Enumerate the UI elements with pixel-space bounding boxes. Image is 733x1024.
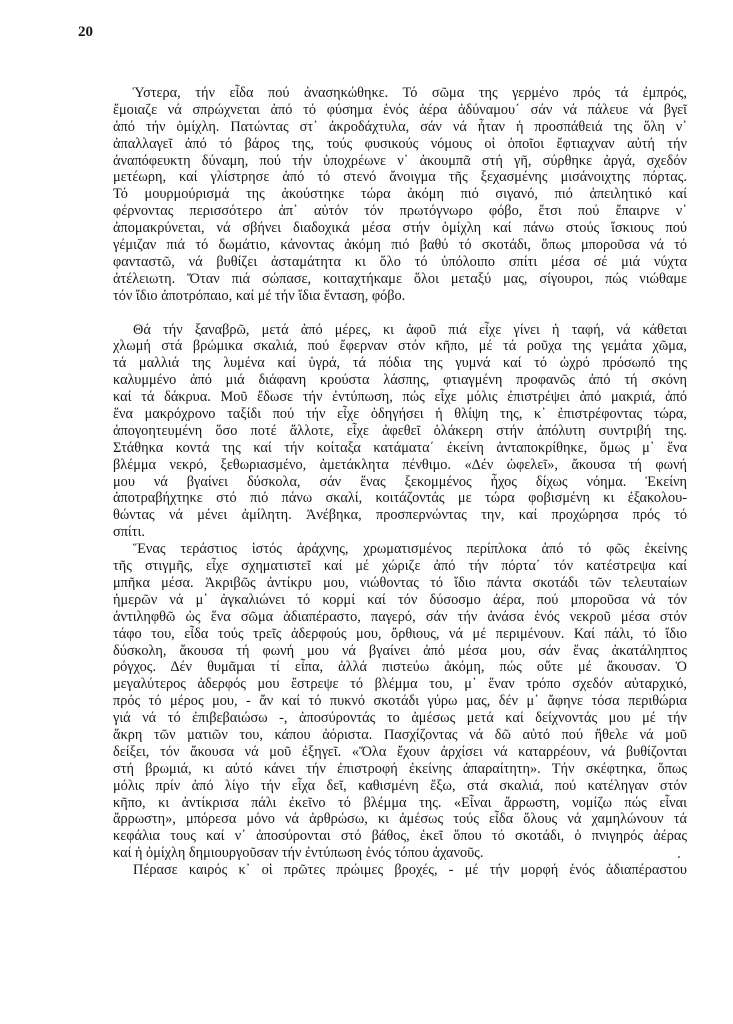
text-line: Στάθηκα κοντά της καί τήν κοίταξα κατάματα΄ ἐκείνη ἀνταποκρίθηκε, ὅμως μ᾽ ἕνα: [113, 439, 687, 456]
text-line: φανταστῶ, νά βυθίζει ἀσταμάτητα κι ὅλο τό ὑπόλοιπο σπίτι μέσα σέ μιά νύχτα: [113, 253, 687, 270]
text-line: τόν ἴδιο ἀποτρόπαιο, καί μέ τήν ἴδια ἔνταση, φόβο.: [113, 287, 406, 304]
text-line: σπίτι.: [113, 524, 145, 541]
text-line: ἔμοιαζε νά σπρώχνεται ἀπό τό φύσημα ἑνός ἀέρα ἀδύναμου΄ σάν νά πάλευε νά βγεῖ: [113, 101, 687, 118]
paragraph-4: [113, 862, 687, 879]
body-text: [113, 85, 687, 879]
text-line: μόλις πρίν ἀπό λίγο τήν εἶχα δεῖ, καθισμένη ἔξω, στά σκαλιά, πού κατέληγαν στόν: [113, 777, 687, 794]
text-line: ἀτέλειωτη. Ὅταν πιά σώπασε, κοιταχτήκαμε ὅλοι μεταξύ μας, σίγουροι, πώς νιώθαμε: [113, 270, 687, 287]
text-line: Θά τήν ξαναβρῶ, μετά ἀπό μέρες, κι ἀφοῦ πιά εἶχε γίνει ἡ ταφή, νά κάθεται: [133, 321, 687, 338]
paragraph-2: [113, 322, 687, 542]
text-line: μου νά βγαίνει δύσκολα, σάν ἕνας ξεκομμένος ἦχος δίχως νόημα. Ἐκείνη: [113, 473, 687, 490]
text-line: ἕνα μακρόχρονο ταξίδι πού τήν εἶχε ὁδηγήσει ἡ θλίψη της, κ᾽ ἐπιστρέφοντας τώρα,: [113, 406, 687, 423]
text-line: ἄρρωστη», μπόρεσα μόνο νά ἀρθρώσω, κι ἀμέσως τούς εἶδα ὅλους νά χαμηλώνουν τά: [113, 811, 687, 828]
text-line: ἀπό τήν ὁμίχλη. Πατώντας στ᾽ ἀκροδάχτυλα, σάν νά ἦταν ἡ προσπάθειά της ὅλη ν᾽: [113, 118, 687, 135]
text-line: ἀπογοητευμένη ὅσο ποτέ ἄλλοτε, εἶχε ἀφεθεῖ ὁλάκερη στήν ἀπόλυτη συντριβή της.: [113, 422, 687, 439]
text-line: ἄκρη τῶν ματιῶν του, κάπου ἀόριστα. Πασχίζοντας νά δῶ αὐτό πού ἤθελε νά μοῦ: [113, 726, 687, 743]
text-line: ἀντιληφθῶ ὡς ἕνα σῶμα ἀδιαπέραστο, παγερό, σάν τήν ἀνάσα ἑνός νεκροῦ μέσα στόν: [113, 608, 687, 625]
text-line: Ύστερα, τήν εἶδα πού ἀνασηκώθηκε. Τό σῶμα της γερμένο πρός τά ἐμπρός,: [133, 85, 687, 101]
text-line: μπῆκα μέσα. Ἀκριβῶς ἀντίκρυ μου, νιώθοντας τό ἴδιο πάντα σκοτάδι τῶν τελευταίων: [113, 574, 687, 591]
text-line: καί ἡ ὁμίχλη δημιουργοῦσαν τήν ἐντύπωση ἑνός τόπου ἀχανοῦς.: [113, 845, 484, 862]
text-line: τάφο του, εἶδα τούς τρεῖς ἀδερφούς μου, ὄρθιους, νά μέ περιμένουν. Καί πάλι, τό ἴδιο: [113, 625, 687, 642]
text-line: πρός τό μέρος μου, - ἄν καί τό πυκνό σκοτάδι γύρω μας, δέν μ᾽ ἄφηνε τόσα περιθώρια: [113, 693, 687, 710]
text-line: ἀπαλλαγεῖ ἀπό τό βάρος της, τούς φυσικούς νόμους οἱ ὁποῖοι ἔφτιαχναν αὐτή τήν: [113, 135, 687, 152]
text-line: δύσκολη, ἄκουσα τή φωνή μου νά βγαίνει ἀπό μέσα μου, σάν ἕνας ἀκατάληπτος: [113, 642, 687, 659]
page-number: 20: [78, 24, 93, 40]
text-line: στή βρωμιά, κι αὐτό κάνει τήν ἐπιστροφή ἐκείνης ἀπαραίτητη». Τήν σκέφτηκα, ὅπως: [113, 760, 687, 777]
text-line: ἀναπόφευκτη δύναμη, πού τήν ὑποχρέωνε ν᾽ ἀκουμπᾶ στή γῆ, σύρθηκε ἀργά, σχεδόν: [113, 152, 687, 169]
text-line: καλυμμένο ἀπό μιά διάφανη κρούστα λάσπης, φτιαγμένη προφανῶς ἀπό τή σκόνη: [113, 372, 687, 389]
text-line: μεγαλύτερος ἀδερφός μου ἔστρεψε τό βλέμμα του, μ᾽ ἕναν τρόπο σχεδόν αὐταρχικό,: [113, 676, 687, 693]
paragraph-1: [113, 85, 687, 305]
text-line: Πέρασε καιρός κ᾽ οἱ πρῶτες πρώιμες βροχές, - μέ τήν μορφή ἑνός ἀδιαπέραστου: [133, 862, 687, 879]
text-line: τά μαλλιά της λυμένα καί ὑγρά, τά πόδια της γυμνά καί τό ὠχρό πρόσωπό της: [113, 355, 687, 372]
text-line: ρόγχος. Δέν θυμᾶμαι τί εἶπα, ἀλλά πιστεύω ἀκόμη, πώς οὔτε μέ ἄκουσαν. Ὁ: [113, 659, 687, 676]
text-line: μετέωρη, καί γλίστρησε ἀπό τό στενό ἄνοιγμα τῆς ξεχασμένης μισάνοιχτης πόρτας.: [113, 169, 687, 186]
scan-speck: [678, 856, 680, 858]
text-line: Ἕνας τεράστιος ἱστός ἀράχνης, χρωματισμένος περίπλοκα ἀπό τό φῶς ἐκείνης: [133, 541, 687, 558]
text-line: ἀπομακρύνεται, νά σβήνει διαδοχικά μέσα στήν ὁμίχλη καί πάνω στούς ἴσκιους πού: [113, 220, 687, 237]
paragraph-3: [113, 541, 687, 862]
text-line: χλωμή στά βρώμικα σκαλιά, πού ἔφερναν στόν κῆπο, μέ τά ροῦχα της γεμάτα χῶμα,: [113, 338, 687, 355]
text-line: γέμιζαν πιά τό δωμάτιο, κάνοντας ἀκόμη πιό βαθύ τό σκοτάδι, ὅπως μποροῦσα νά τό: [113, 237, 687, 254]
text-line: καί τά δάκρυα. Μοῦ ἔδωσε τήν ἐντύπωση, πώς εἶχε μόλις ἐπιστρέψει ἀπό μακριά, ἀπό: [113, 389, 687, 406]
text-line: βλέμμα νεκρό, ξεθωριασμένο, ἀμετάκλητα πένθιμο. «Δέν ὠφελεῖ», ἄκουσα τή φωνή: [113, 456, 687, 473]
text-line: ἡμερῶν νά μ᾽ ἀγκαλιώνει τό κορμί καί τόν δύσοσμο ἀέρα, πού μποροῦσα νά τόν: [113, 591, 687, 608]
text-line: κῆπο, κι ἀντίκρισα πάλι ἐκεῖνο τό βλέμμα της. «Εἶναι ἄρρωστη, νομίζω πώς εἶναι: [113, 794, 687, 811]
text-line: θώντας νά μένει ἀμίλητη. Ἀνέβηκα, προσπερνώντας την, καί προχώρησα πρός τό: [113, 507, 687, 524]
text-line: φέρνοντας περισσότερο ἀπ᾽ αὐτόν τόν πρωτόγνωρο φόβο, ἔτσι πού ἔπαιρνε ν᾽: [113, 203, 687, 220]
text-line: δείξει, τόν ἄκουσα νά μοῦ ἐξηγεῖ. «Ὅλα ἔχουν ἀρχίσει νά καταρρέουν, νά βυθίζονται: [113, 743, 687, 760]
text-line: κεφάλια τους καί ν᾽ ἀποσύρονται στό βάθος, ἐκεῖ ὅπου τό σκοτάδι, ὁ πνιγηρός ἀέρας: [113, 828, 687, 845]
text-line: Τό μουρμούρισμά της ἀκούστηκε τώρα ἀκόμη πιό σιγανό, πιό ἀπειλητικό καί: [113, 186, 687, 203]
text-line: ἀποτραβήχτηκε στό πιό πάνω σκαλί, κοιτάζοντάς με τώρα φοβισμένη κι ἐξακολου-: [113, 490, 687, 507]
text-line: τῆς στιγμῆς, εἶχε σχηματιστεῖ καί μέ χώριζε ἀπό τήν πόρτα΄ τόν κατέστρεψα καί: [113, 558, 687, 575]
text-line: γιά νά τό ἐπιβεβαιώσω -, ἀποσύροντάς το ἀμέσως μετά καί δείχνοντάς μου μέ τήν: [113, 710, 687, 727]
paragraph-spacer: [113, 305, 687, 322]
